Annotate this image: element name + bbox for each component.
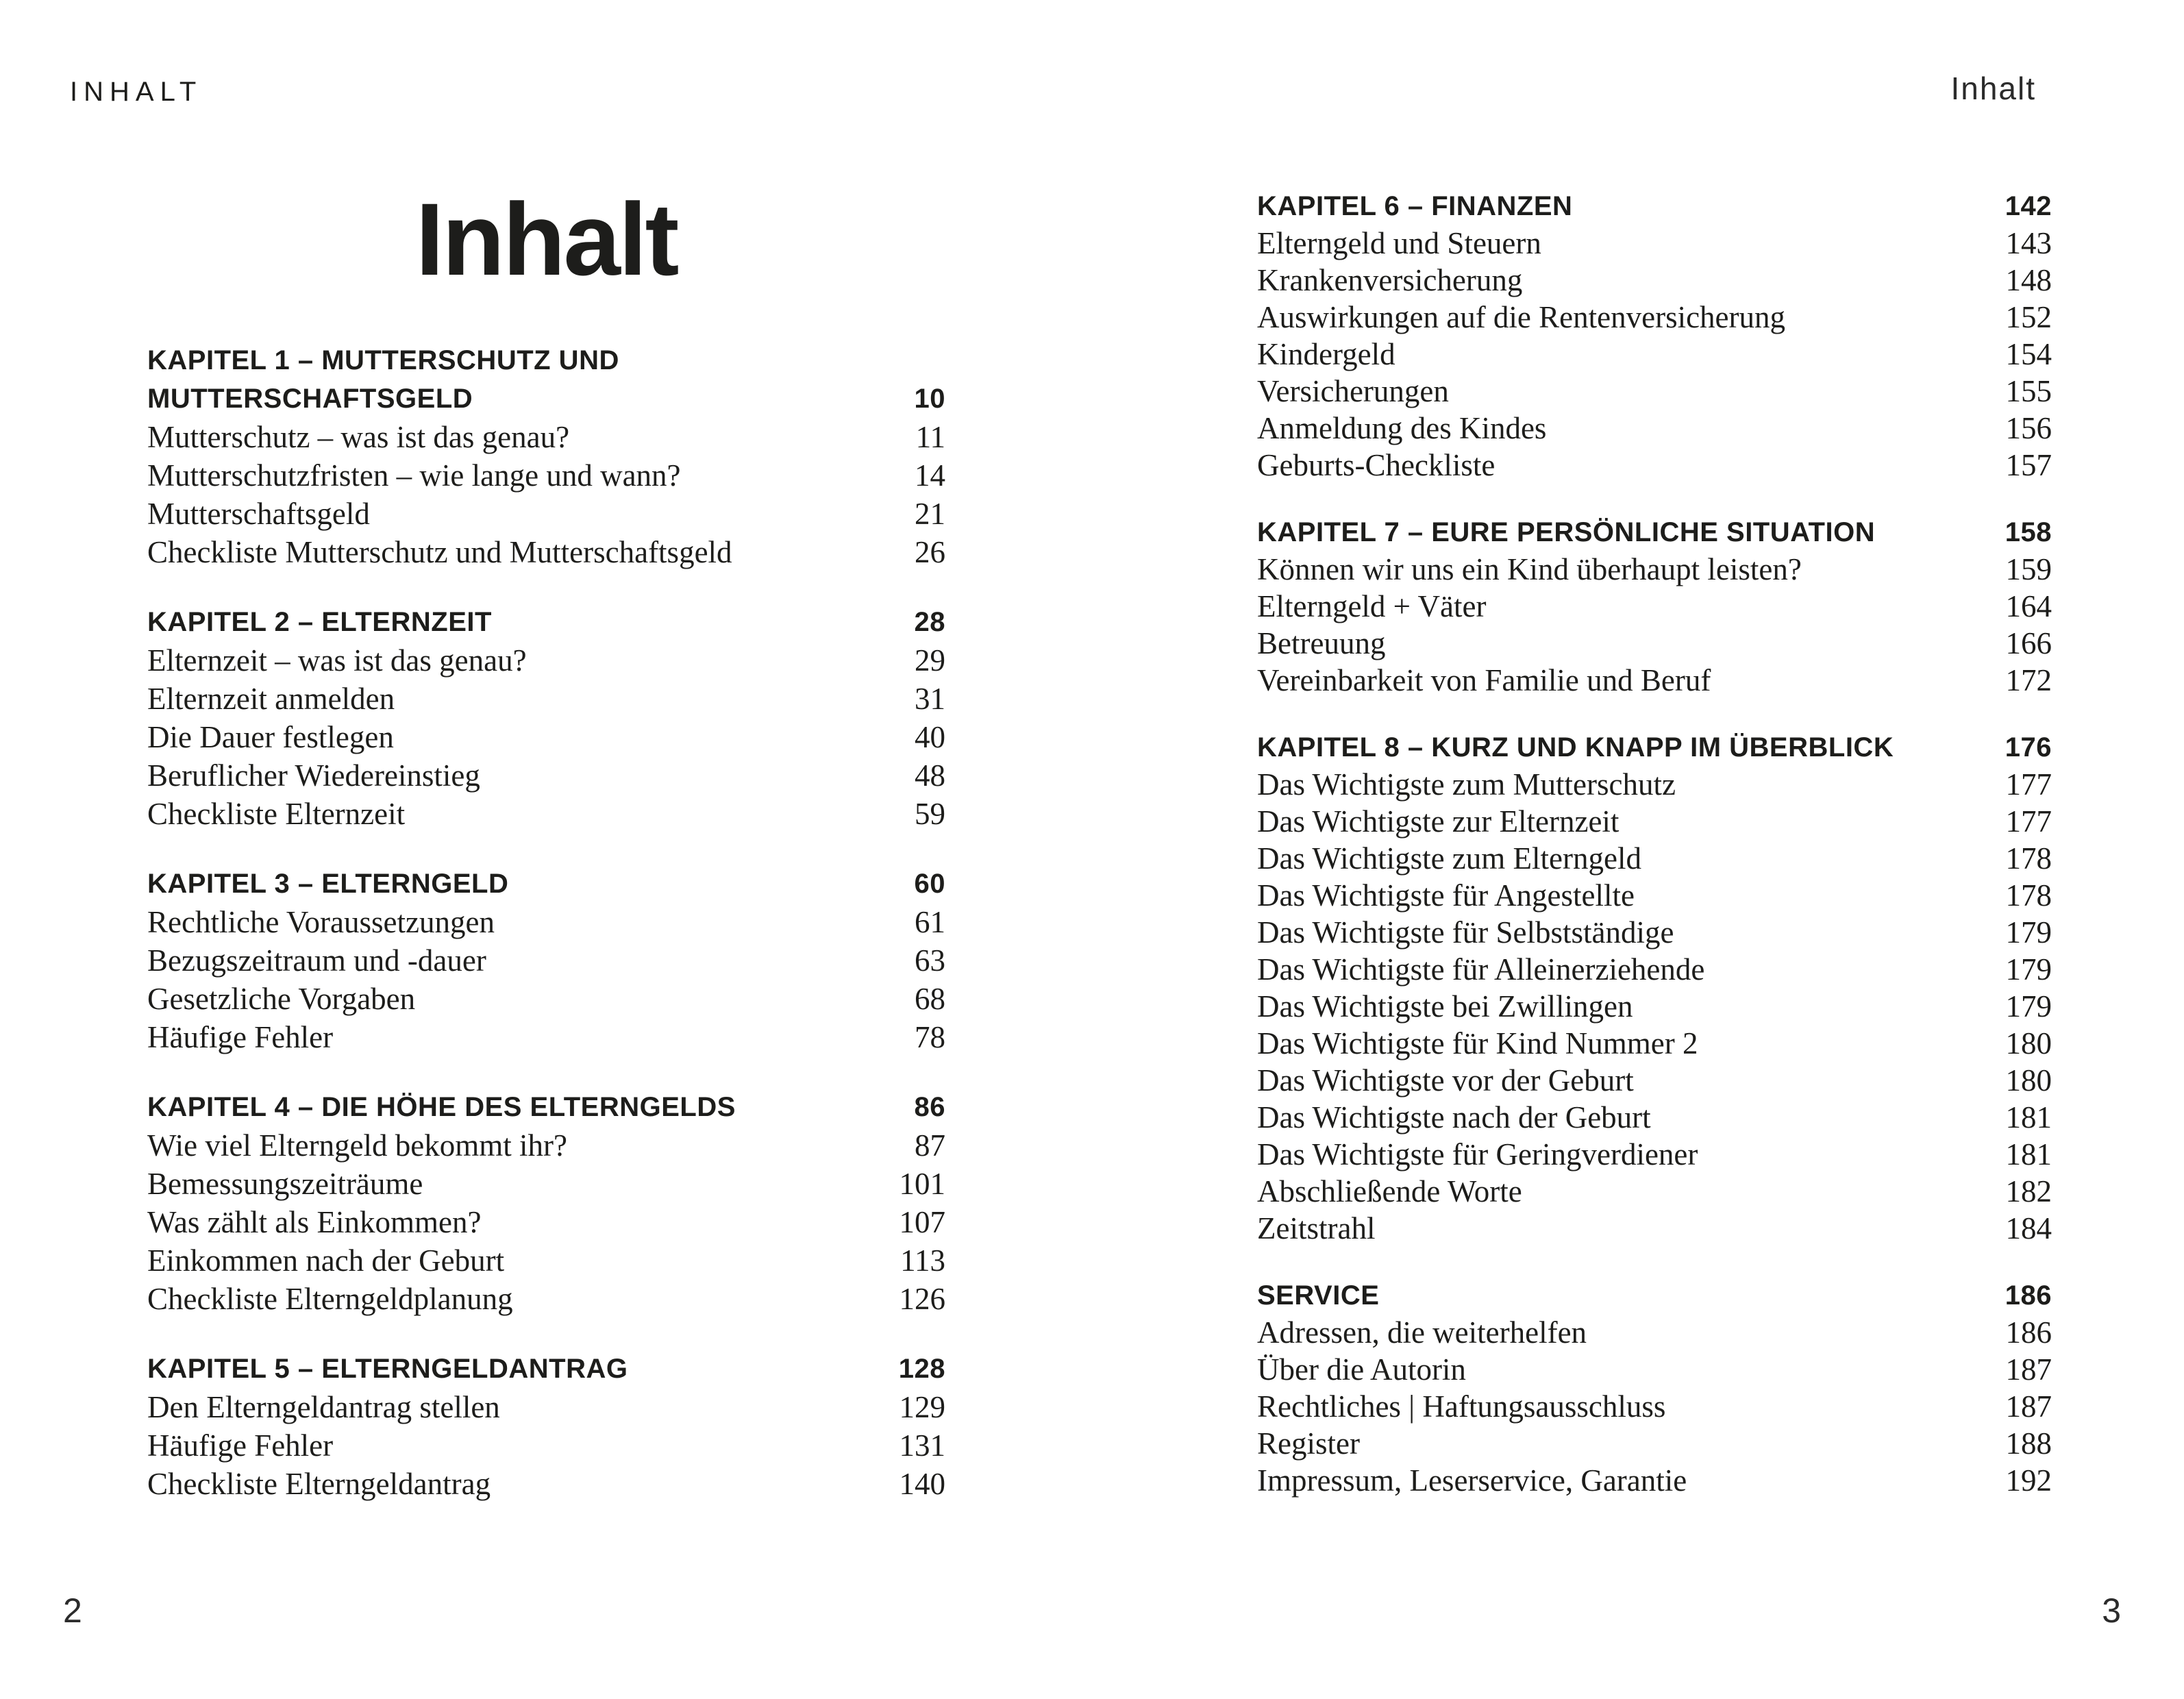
chapter-heading-row	[147, 1350, 945, 1388]
toc-entry-label: Elterngeld + Väter	[1257, 589, 1487, 623]
toc-entry-label: Mutterschutz – was ist das genau?	[147, 420, 570, 454]
toc-entry-page-number: 179	[2005, 952, 2052, 987]
chapter-page-number: 10	[914, 384, 945, 414]
toc-entry-page-number: 131	[899, 1428, 945, 1463]
toc-entry	[147, 1165, 945, 1203]
toc-entry-page-number: 181	[2005, 1100, 2052, 1134]
toc-entry-label: Das Wichtigste für Kind Nummer 2	[1257, 1026, 1698, 1061]
toc-entry-label: Checkliste Mutterschutz und Mutterschaftsgeld	[147, 535, 732, 569]
toc-column-right	[1257, 188, 2052, 1499]
toc-entry-label: Wie viel Elterngeld bekommt ihr?	[147, 1128, 567, 1163]
toc-entry-label: Bemessungszeiträume	[147, 1167, 423, 1201]
toc-entry-page-number: 192	[2005, 1463, 2052, 1498]
toc-entry	[1257, 1314, 2052, 1351]
toc-section	[147, 865, 945, 1056]
toc-entry	[1257, 988, 2052, 1025]
toc-entry-page-number: 172	[2005, 663, 2052, 697]
toc-entry-page-number: 166	[2005, 626, 2052, 660]
toc-entry-page-number: 188	[2005, 1426, 2052, 1461]
toc-entry-label: Versicherungen	[1257, 374, 1449, 408]
chapter-heading-label: KAPITEL 8 – KURZ UND KNAPP IM ÜBERBLICK	[1257, 732, 1894, 762]
toc-entry-label: Das Wichtigste zum Elterngeld	[1257, 841, 1641, 876]
toc-entry-label: Das Wichtigste für Alleinerziehende	[1257, 952, 1705, 987]
chapter-page-number: 60	[914, 869, 945, 899]
chapter-page-number: 86	[914, 1092, 945, 1122]
toc-entry	[147, 756, 945, 795]
toc-section	[1257, 514, 2052, 699]
toc-entry	[1257, 840, 2052, 877]
toc-section	[147, 1088, 945, 1318]
chapter-heading-row	[1257, 729, 2052, 766]
toc-entry	[147, 795, 945, 833]
toc-entry-label: Zeitstrahl	[1257, 1211, 1376, 1245]
toc-entry	[147, 980, 945, 1018]
toc-entry	[1257, 1425, 2052, 1462]
toc-entry-label: Checkliste Elterngeldplanung	[147, 1282, 513, 1316]
chapter-heading-label: SERVICE	[1257, 1280, 1380, 1311]
chapter-heading-row	[147, 341, 945, 380]
chapter-heading-row	[147, 1088, 945, 1126]
toc-entry	[147, 641, 945, 680]
toc-entry-label: Mutterschutzfristen – wie lange und wann?	[147, 458, 681, 493]
toc-entry-page-number: 68	[915, 982, 945, 1016]
toc-entry-page-number: 155	[2005, 374, 2052, 408]
toc-entry-label: Register	[1257, 1426, 1360, 1461]
toc-entry-label: Die Dauer festlegen	[147, 720, 394, 754]
toc-entry	[1257, 1173, 2052, 1210]
toc-entry-label: Das Wichtigste für Geringverdiener	[1257, 1137, 1698, 1171]
toc-entry-page-number: 107	[899, 1205, 945, 1239]
toc-entry-label: Den Elterngeldantrag stellen	[147, 1390, 500, 1424]
toc-entry	[1257, 1210, 2052, 1247]
toc-entry-label: Checkliste Elternzeit	[147, 797, 406, 831]
toc-entry	[1257, 877, 2052, 914]
toc-entry	[147, 1126, 945, 1165]
toc-entry	[147, 903, 945, 941]
toc-entry-label: Elternzeit anmelden	[147, 682, 395, 716]
toc-entry-page-number: 21	[915, 497, 945, 531]
toc-entry-label: Elterngeld und Steuern	[1257, 226, 1541, 260]
chapter-page-number: 158	[2005, 517, 2052, 547]
toc-entry-page-number: 143	[2005, 226, 2052, 260]
toc-entry	[1257, 1462, 2052, 1499]
toc-entry-page-number: 26	[915, 535, 945, 569]
toc-entry-page-number: 179	[2005, 989, 2052, 1024]
chapter-heading-label: KAPITEL 7 – EURE PERSÖNLICHE SITUATION	[1257, 517, 1876, 547]
toc-entry	[1257, 625, 2052, 662]
toc-entry	[1257, 299, 2052, 336]
chapter-page-number: 28	[914, 607, 945, 637]
chapter-heading-row	[147, 865, 945, 903]
toc-entry-page-number: 78	[915, 1020, 945, 1054]
toc-entry	[147, 1241, 945, 1280]
toc-entry-label: Auswirkungen auf die Rentenversicherung	[1257, 300, 1786, 334]
toc-entry	[1257, 373, 2052, 410]
toc-entry-label: Betreuung	[1257, 626, 1386, 660]
toc-entry	[1257, 551, 2052, 588]
toc-entry-label: Häufige Fehler	[147, 1428, 334, 1463]
toc-entry	[1257, 1388, 2052, 1425]
toc-entry-label: Rechtliche Voraussetzungen	[147, 905, 495, 939]
toc-entry-page-number: 29	[915, 643, 945, 678]
toc-section	[1257, 1277, 2052, 1499]
running-head-left: INHALT	[70, 77, 203, 107]
toc-entry-label: Was zählt als Einkommen?	[147, 1205, 482, 1239]
toc-entry-label: Abschließende Worte	[1257, 1174, 1522, 1208]
toc-entry-page-number: 177	[2005, 804, 2052, 839]
chapter-heading-label: KAPITEL 5 – ELTERNGELDANTRAG	[147, 1354, 628, 1384]
toc-entry-label: Beruflicher Wiedereinstieg	[147, 758, 480, 793]
toc-entry	[1257, 1099, 2052, 1136]
toc-entry-page-number: 87	[915, 1128, 945, 1163]
toc-entry-label: Häufige Fehler	[147, 1020, 334, 1054]
toc-entry-label: Vereinbarkeit von Familie und Beruf	[1257, 663, 1711, 697]
toc-entry-page-number: 187	[2005, 1352, 2052, 1387]
toc-entry-label: Gesetzliche Vorgaben	[147, 982, 416, 1016]
toc-entry-page-number: 148	[2005, 263, 2052, 297]
toc-entry	[147, 680, 945, 718]
toc-entry	[1257, 410, 2052, 447]
toc-section	[147, 1350, 945, 1503]
toc-entry-page-number: 179	[2005, 915, 2052, 950]
toc-entry	[1257, 225, 2052, 262]
toc-entry-label: Mutterschaftsgeld	[147, 497, 370, 531]
chapter-heading-label: KAPITEL 1 – MUTTERSCHUTZ UND	[147, 345, 619, 375]
toc-entry	[147, 495, 945, 533]
chapter-heading-label: KAPITEL 2 – ELTERNZEIT	[147, 607, 492, 637]
page-title: Inhalt	[415, 182, 678, 297]
toc-entry-label: Geburts-Checkliste	[1257, 448, 1496, 482]
chapter-heading-label: KAPITEL 3 – ELTERNGELD	[147, 869, 509, 899]
toc-entry-page-number: 63	[915, 943, 945, 978]
toc-entry-page-number: 101	[899, 1167, 945, 1201]
toc-entry	[1257, 914, 2052, 951]
toc-entry	[1257, 662, 2052, 699]
toc-entry-page-number: 186	[2005, 1315, 2052, 1350]
toc-entry	[147, 718, 945, 756]
toc-entry-page-number: 59	[915, 797, 945, 831]
toc-entry-page-number: 180	[2005, 1026, 2052, 1061]
toc-entry	[1257, 1025, 2052, 1062]
toc-entry-label: Adressen, die weiterhelfen	[1257, 1315, 1587, 1350]
toc-entry-page-number: 157	[2005, 448, 2052, 482]
chapter-page-number: 176	[2005, 732, 2052, 762]
toc-entry	[1257, 803, 2052, 840]
toc-entry-label: Krankenversicherung	[1257, 263, 1523, 297]
toc-entry-page-number: 164	[2005, 589, 2052, 623]
toc-entry-page-number: 180	[2005, 1063, 2052, 1097]
toc-entry-page-number: 178	[2005, 878, 2052, 913]
toc-section	[147, 603, 945, 833]
chapter-heading-row	[147, 380, 945, 418]
toc-entry-page-number: 178	[2005, 841, 2052, 876]
toc-entry-page-number: 177	[2005, 767, 2052, 802]
toc-entry	[1257, 262, 2052, 299]
toc-entry-label: Das Wichtigste vor der Geburt	[1257, 1063, 1634, 1097]
toc-entry-page-number: 61	[915, 905, 945, 939]
chapter-heading-label: KAPITEL 6 – FINANZEN	[1257, 191, 1573, 221]
running-head-right: Inhalt	[1950, 71, 2036, 106]
chapter-heading-label: MUTTERSCHAFTSGELD	[147, 384, 473, 414]
toc-entry-label: Checkliste Elterngeldantrag	[147, 1467, 491, 1501]
toc-entry-label: Impressum, Leserservice, Garantie	[1257, 1463, 1687, 1498]
toc-entry	[147, 1018, 945, 1056]
toc-entry-label: Rechtliches | Haftungsausschluss	[1257, 1389, 1666, 1424]
toc-entry	[147, 1426, 945, 1465]
toc-entry-page-number: 140	[899, 1467, 945, 1501]
toc-entry-label: Das Wichtigste nach der Geburt	[1257, 1100, 1651, 1134]
chapter-heading-row	[1257, 1277, 2052, 1314]
toc-entry-page-number: 159	[2005, 552, 2052, 586]
toc-entry-label: Bezugszeitraum und -dauer	[147, 943, 486, 978]
toc-entry	[1257, 1062, 2052, 1099]
chapter-page-number: 142	[2005, 191, 2052, 221]
chapter-heading-row	[147, 603, 945, 641]
toc-entry	[147, 1280, 945, 1318]
toc-entry-label: Kindergeld	[1257, 337, 1395, 371]
toc-entry-label: Einkommen nach der Geburt	[147, 1243, 505, 1278]
chapter-page-number: 128	[898, 1354, 945, 1384]
toc-entry-page-number: 48	[915, 758, 945, 793]
toc-entry-label: Das Wichtigste für Selbstständige	[1257, 915, 1674, 950]
toc-entry-page-number: 184	[2005, 1211, 2052, 1245]
toc-entry-label: Elternzeit – was ist das genau?	[147, 643, 527, 678]
toc-entry-page-number: 126	[899, 1282, 945, 1316]
toc-entry	[1257, 336, 2052, 373]
toc-entry-page-number: 113	[900, 1243, 945, 1278]
toc-entry-label: Anmeldung des Kindes	[1257, 411, 1547, 445]
toc-entry	[1257, 951, 2052, 988]
toc-entry	[147, 1388, 945, 1426]
toc-section	[147, 341, 945, 571]
toc-entry	[147, 1203, 945, 1241]
toc-entry	[147, 533, 945, 571]
toc-entry-page-number: 40	[915, 720, 945, 754]
toc-entry-label: Das Wichtigste zum Mutterschutz	[1257, 767, 1676, 802]
page-number-left: 2	[63, 1591, 82, 1630]
toc-entry	[147, 456, 945, 495]
toc-entry	[147, 1465, 945, 1503]
chapter-heading-row	[1257, 188, 2052, 225]
toc-entry-page-number: 181	[2005, 1137, 2052, 1171]
toc-entry	[147, 941, 945, 980]
toc-entry-label: Das Wichtigste bei Zwillingen	[1257, 989, 1633, 1024]
toc-entry	[1257, 766, 2052, 803]
toc-entry-page-number: 156	[2005, 411, 2052, 445]
toc-entry-label: Über die Autorin	[1257, 1352, 1466, 1387]
page-number-right: 3	[2102, 1591, 2121, 1630]
chapter-heading-row	[1257, 514, 2052, 551]
chapter-heading-label: KAPITEL 4 – DIE HÖHE DES ELTERNGELDS	[147, 1092, 736, 1122]
toc-entry-page-number: 31	[915, 682, 945, 716]
toc-entry-page-number: 182	[2005, 1174, 2052, 1208]
toc-column-left	[147, 341, 945, 1503]
toc-entry-page-number: 11	[915, 420, 945, 454]
toc-entry	[1257, 588, 2052, 625]
toc-entry	[1257, 447, 2052, 484]
toc-entry-label: Das Wichtigste für Angestellte	[1257, 878, 1635, 913]
chapter-page-number: 186	[2005, 1280, 2052, 1311]
toc-entry	[1257, 1136, 2052, 1173]
toc-entry-label: Können wir uns ein Kind überhaupt leisten?	[1257, 552, 1802, 586]
toc-entry	[1257, 1351, 2052, 1388]
toc-section	[1257, 188, 2052, 484]
toc-entry-page-number: 187	[2005, 1389, 2052, 1424]
toc-entry-page-number: 129	[899, 1390, 945, 1424]
toc-entry-page-number: 14	[915, 458, 945, 493]
toc-entry-label: Das Wichtigste zur Elternzeit	[1257, 804, 1620, 839]
toc-entry-page-number: 152	[2005, 300, 2052, 334]
toc-section	[1257, 729, 2052, 1247]
toc-entry-page-number: 154	[2005, 337, 2052, 371]
toc-entry	[147, 418, 945, 456]
